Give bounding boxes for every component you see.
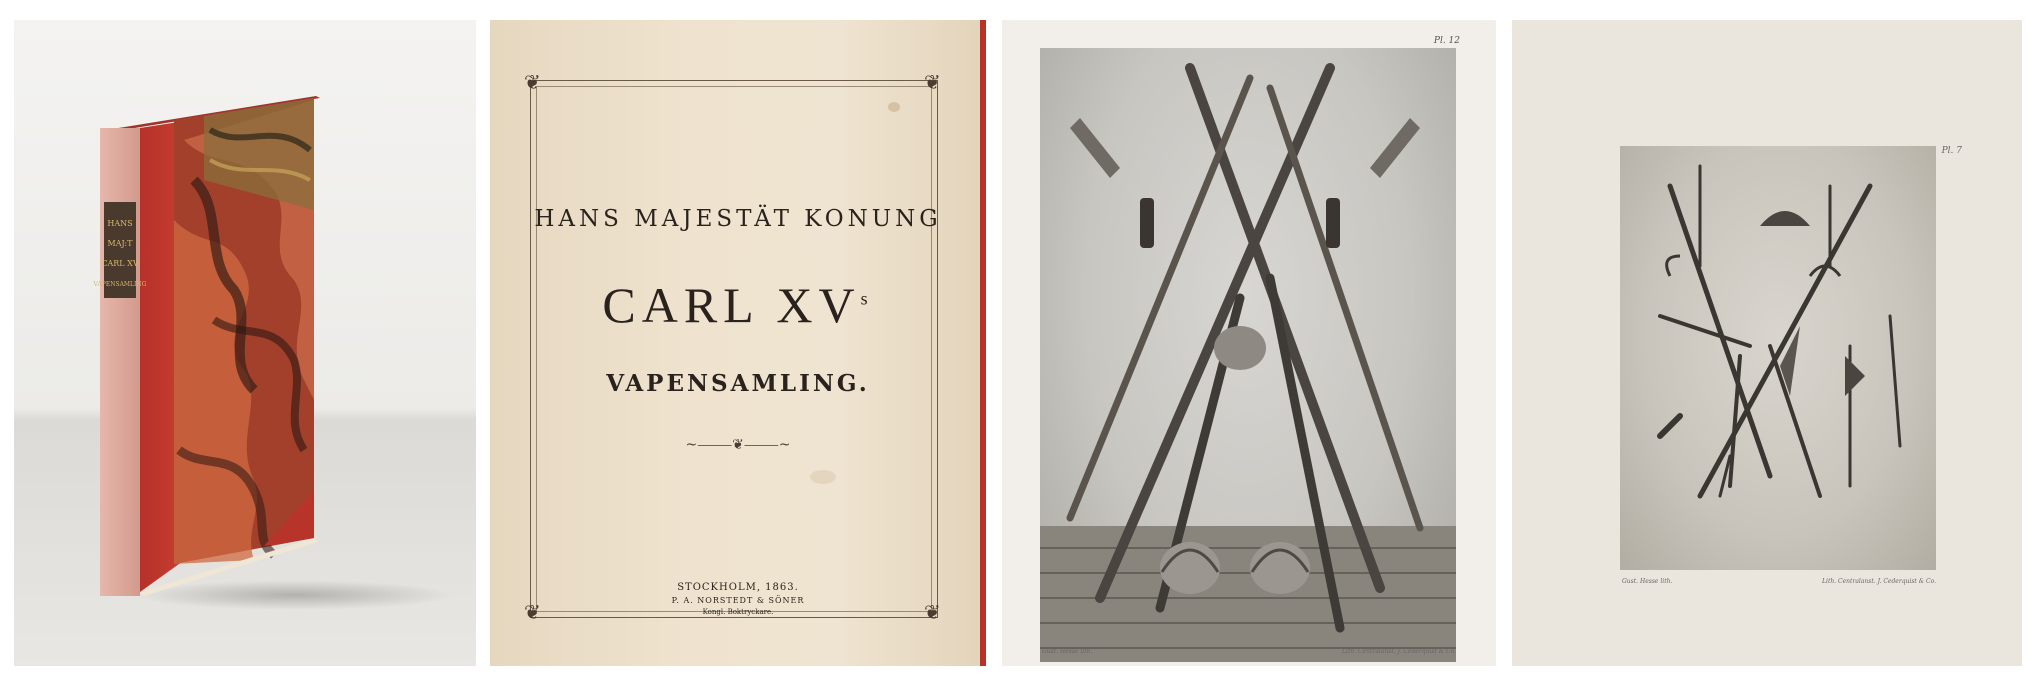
book-photo-panel bbox=[14, 20, 476, 666]
title-page-panel bbox=[490, 20, 986, 666]
book-spine bbox=[100, 128, 140, 596]
rifles-plate-panel bbox=[1002, 20, 1496, 666]
caption-left: Gust. Hesse lith. bbox=[1622, 578, 1673, 585]
spine-text: CARL XV bbox=[101, 259, 139, 268]
weapons-illustration bbox=[1620, 146, 1936, 570]
corner-ornament-icon: ❦ bbox=[924, 70, 941, 94]
red-page-edge bbox=[980, 20, 986, 666]
title-line-2 bbox=[490, 276, 986, 334]
corner-ornament-icon: ❦ bbox=[924, 600, 941, 624]
caption-left: Gust. Hesse lith. bbox=[1042, 648, 1093, 655]
caption-right: Lith. Centralanst. J. Cederquist & Co. bbox=[1342, 648, 1456, 655]
title-line-1: HANS MAJESTÄT KONUNG bbox=[534, 206, 942, 232]
weapons-illustration bbox=[1040, 48, 1456, 662]
spine-text: VAPENSAMLING bbox=[93, 281, 147, 288]
imprint-city-year: STOCKHOLM, 1863. bbox=[677, 582, 799, 593]
title-name: CARL XV bbox=[602, 277, 861, 333]
swords-plate-panel bbox=[1512, 20, 2022, 666]
rifles-lithograph bbox=[1040, 48, 1456, 662]
imprint-note: Kongl. Boktryckare. bbox=[702, 608, 774, 616]
book-illustration bbox=[14, 20, 476, 666]
title-superscript: s bbox=[860, 288, 874, 309]
corner-ornament-icon: ❦ bbox=[524, 70, 541, 94]
spine-text: HANS bbox=[107, 219, 133, 228]
corner-ornament-icon: ❦ bbox=[524, 600, 541, 624]
plate-number: Pl. 12 bbox=[1433, 36, 1460, 46]
imprint-printer: P. A. NORSTEDT & SÖNER bbox=[671, 596, 805, 605]
plate-number: Pl. 7 bbox=[1941, 146, 1962, 156]
spine-text: MAJ:T bbox=[107, 239, 133, 248]
title-frame-inner bbox=[536, 86, 932, 612]
title-line-3: VAPENSAMLING. bbox=[606, 370, 870, 397]
divider-ornament: ~⸻❦⸻~ bbox=[685, 437, 791, 453]
caption-right: Lith. Centralanst. J. Cederquist & Co. bbox=[1822, 578, 1936, 585]
swords-lithograph bbox=[1620, 146, 1936, 570]
